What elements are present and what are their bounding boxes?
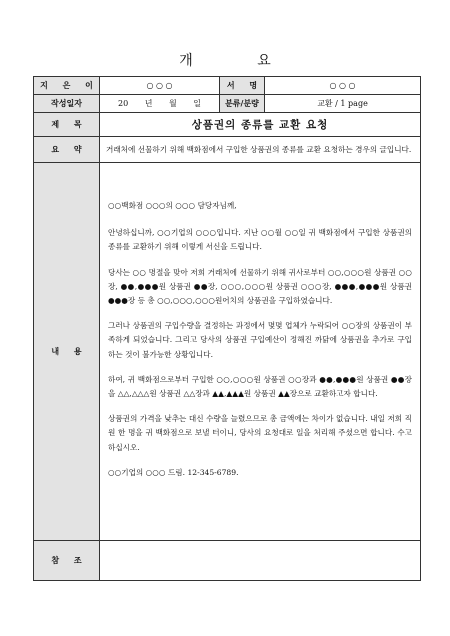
date-label: 작성일자 — [34, 95, 100, 113]
sign-label: 서 명 — [220, 77, 265, 95]
content-paragraph: 안녕하십니까, ○○기업의 ○○○입니다. 지난 ○○월 ○○일 귀 백화점에서 구입한 상품권의 종류를 교환하기 위해 이렇게 서신을 드립니다. — [108, 228, 412, 252]
category-label: 분류/분량 — [220, 95, 265, 113]
subject-value: 상품권의 종류를 교환 요청 — [100, 113, 421, 137]
summary-label: 요 약 — [34, 137, 100, 163]
date-value: 20 년 월 일 — [100, 95, 220, 113]
content-paragraph: 하여, 귀 백화점으로부터 구입한 ○○,○○○원 상품권 ○○장과 ●●,●●●원 상품권 ●●장을 △△,△△△원 상품권 △△장과 ▲▲,▲▲▲원 상품권 ▲▲장으로 교환하고자 합니다. — [108, 374, 412, 399]
category-value: 교환 / 1 page — [265, 95, 421, 113]
writer-label: 지 은 이 — [34, 77, 100, 95]
content-body — [100, 163, 421, 541]
content-paragraph: ○○기업의 ○○○ 드림. 12-345-6789. — [108, 467, 239, 477]
writer-value: ○ ○ ○ — [100, 77, 220, 95]
content-paragraph: 그러나 상품권의 구입수량을 결정하는 과정에서 몇몇 업체가 누락되어 ○○장의 상품권이 부족하게 되었습니다. 그리고 당사의 상품권 구입예산이 정해진 까닭에 상품권을 추가로 구입하는 것이 불가능한 상황입니다. — [108, 321, 412, 359]
content-paragraph: ○○백화점 ○○○의 ○○○ 담당자님께, — [108, 201, 237, 210]
page-title: 개 요 — [179, 53, 301, 69]
subject-label: 제 목 — [34, 113, 100, 137]
summary-form — [33, 76, 421, 581]
reference-value — [100, 541, 421, 581]
summary-value: 거래처에 선물하기 위해 백화점에서 구입한 상품권의 종류를 교환 요청하는 경우의 글입니다. — [100, 137, 421, 163]
content-paragraph: 당사는 ○○ 명절을 맞아 저희 거래처에 선물하기 위해 귀사로부터 ○○,○○○원 상품권 ○○장, ●●,●●●원 상품권 ●●장, ○○○,○○○원 상품권 ○○○장, ●●●,●●●원 상품권 ●●●장 등 총 ○○,○○○,○○○원어치의 상품권을 구입하였습니다. — [108, 267, 412, 306]
reference-label: 참 조 — [34, 541, 100, 581]
content-paragraph: 상품권의 가격을 낮추는 대신 수량을 늘렸으므로 총 금액에는 차이가 없습니다. 내일 저희 직원 한 명을 귀 백화점으로 보낼 터이니, 당사의 요청대로 일을 처리해 주셨으면 합니다. 수고하십시오. — [108, 414, 412, 452]
content-label: 내 용 — [34, 163, 100, 541]
sign-value: ○ ○ ○ — [265, 77, 421, 95]
